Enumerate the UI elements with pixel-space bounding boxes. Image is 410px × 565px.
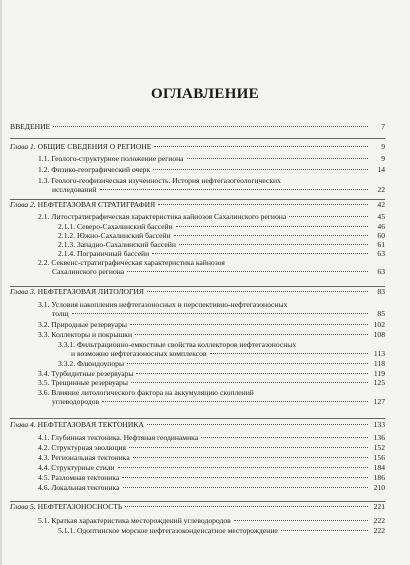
entry-label: 2.1.4. Пограничный бассейн: [58, 249, 150, 258]
entry-label: 4.3. Региональная тектоника: [38, 453, 130, 462]
section-divider: [10, 138, 385, 139]
toc-entry[interactable]: [38, 443, 385, 452]
page-edge-shadow: [0, 0, 2, 565]
toc-entry[interactable]: [38, 330, 385, 339]
entry-page: 222: [373, 516, 385, 525]
entry-label: 5.1. Краткая характеристика месторождений углеводородов: [38, 516, 231, 525]
leader-dots: [281, 530, 368, 531]
toc-chapter-1[interactable]: [10, 142, 385, 151]
entry-label: 4.1. Глубинная тектоника. Нефтяная геодинамика: [38, 433, 199, 442]
leader-dots: [201, 437, 368, 438]
toc-entry[interactable]: [38, 483, 385, 492]
entry-label: 3.3. Коллекторы и покрышки: [38, 330, 133, 339]
leader-dots: [147, 291, 368, 292]
leader-dots: [158, 204, 368, 205]
chapter-number: Глава 1.: [10, 142, 36, 151]
toc-entry[interactable]: [58, 526, 385, 535]
entry-label-line2: и возможно нефтегазоносных комплексов: [71, 349, 207, 358]
entry-page: 133: [373, 420, 385, 429]
entry-page: 118: [373, 359, 385, 368]
entry-label-line2: толщ: [52, 309, 69, 318]
section-divider: [10, 418, 385, 419]
leader-dots: [123, 487, 368, 488]
leader-dots: [131, 382, 368, 383]
leader-dots: [176, 226, 368, 227]
leader-dots: [100, 189, 368, 190]
entry-label: 2.1.2. Южно-Сахалинский бассейн: [58, 231, 171, 240]
chapter-label: ОБЩИЕ СВЕДЕНИЯ О РЕГИОНЕ: [37, 142, 152, 151]
entry-page: 42: [377, 200, 385, 209]
leader-dots: [133, 457, 368, 458]
entry-label: 2.1. Литостратиграфическая характеристика кайнозоя Сахалинского региона: [38, 212, 287, 221]
leader-dots: [136, 373, 368, 374]
chapter-number: Глава 5.: [10, 502, 36, 511]
page-title: ОГЛАВЛЕНИЕ: [151, 86, 259, 102]
chapter-label: НЕФТЕГАЗОНОСНОСТЬ: [37, 502, 123, 511]
leader-dots: [130, 324, 368, 325]
chapter-label: НЕФТЕГАЗОВАЯ ЛИТОЛОГИЯ: [37, 287, 144, 296]
toc-entry[interactable]: [71, 349, 385, 358]
entry-label: 3.3.2. Флюидоупоры: [58, 359, 125, 368]
chapter-number: Глава 2.: [10, 200, 36, 209]
entry-page: 221: [373, 502, 385, 511]
leader-dots: [147, 424, 368, 425]
entry-page: 113: [373, 349, 385, 358]
toc-entry[interactable]: [58, 231, 385, 240]
entry-page: 45: [377, 212, 385, 221]
entry-page: 85: [377, 309, 385, 318]
toc-entry[interactable]: [38, 212, 385, 221]
entry-label: 3.2. Природные резервуары: [38, 320, 128, 329]
toc-entry[interactable]: [52, 185, 385, 194]
entry-label: 2.1.3. Западно-Сахалинский бассейн: [58, 240, 176, 249]
leader-dots: [152, 253, 368, 254]
entry-page: 119: [373, 369, 385, 378]
toc-chapter-5[interactable]: [10, 502, 385, 511]
entry-page: 61: [377, 240, 385, 249]
toc-chapter-3[interactable]: [10, 287, 385, 296]
entry-label: 3.5. Трещинные резервуары: [38, 378, 128, 387]
toc-entry[interactable]: [38, 516, 385, 525]
leader-dots: [72, 313, 368, 314]
entry-label-line2: исследований: [52, 185, 97, 194]
entry-page: 222: [373, 526, 385, 535]
toc-entry-intro[interactable]: [10, 122, 385, 131]
toc-entry[interactable]: [38, 463, 385, 472]
toc-entry[interactable]: [52, 267, 385, 276]
leader-dots: [125, 506, 368, 507]
entry-label-line1: 1.3. Геолого-геофизическая изученность. История нефтегазогеологических: [38, 176, 281, 185]
toc-entry[interactable]: [38, 369, 385, 378]
entry-label: 4.2. Структурная эволюция: [38, 443, 126, 452]
toc-entry[interactable]: [38, 378, 385, 387]
leader-dots: [153, 169, 368, 170]
entry-label-line1: 2.2. Секвенс-стратиграфическая характеристика кайнозоя: [38, 258, 225, 267]
toc-entry[interactable]: [58, 359, 385, 368]
toc-entry[interactable]: [38, 473, 385, 482]
chapter-number: Глава 4.: [10, 420, 36, 429]
leader-dots: [289, 216, 368, 217]
leader-dots: [174, 235, 368, 236]
leader-dots: [122, 477, 368, 478]
entry-label: 2.1.1. Северо-Сахалинский бассейн: [58, 222, 173, 231]
toc-entry[interactable]: [58, 249, 385, 258]
entry-label: 5.1.1. Одоптинское морское нефтегазоконденсатное месторождение: [58, 526, 278, 535]
entry-page: 60: [377, 231, 385, 240]
entry-page: 9: [381, 142, 385, 151]
leader-dots: [129, 447, 368, 448]
toc-entry[interactable]: [58, 240, 385, 249]
leader-dots: [210, 353, 369, 354]
entry-page: 210: [373, 483, 385, 492]
toc-entry[interactable]: [38, 453, 385, 462]
entry-page: 136: [373, 433, 385, 442]
toc-entry[interactable]: [38, 433, 385, 442]
entry-label: 4.6. Локальная тектоника: [38, 483, 120, 492]
entry-label-line1: 3.6. Влияние литологического фактора на аккумуляцию скоплений: [38, 388, 254, 397]
toc-chapter-4[interactable]: [10, 420, 385, 429]
entry-label-line1: 3.1. Условия накопления нефтегазоносных и перспективно-нефтегазоносных: [38, 300, 288, 309]
toc-entry[interactable]: [38, 165, 385, 174]
leader-dots: [179, 244, 368, 245]
leader-dots: [234, 520, 368, 521]
entry-label: 1.1. Геолого-структурное положение региона: [38, 154, 184, 163]
leader-dots: [187, 158, 368, 159]
entry-page: 46: [377, 222, 385, 231]
entry-page: 127: [373, 397, 385, 406]
entry-label: 4.5. Разломная тектоника: [38, 473, 120, 482]
entry-page: 108: [373, 330, 385, 339]
entry-page: 63: [377, 267, 385, 276]
leader-dots: [127, 363, 368, 364]
toc-entry[interactable]: [58, 222, 385, 231]
toc-chapter-2[interactable]: [10, 200, 385, 209]
entry-page: 63: [377, 249, 385, 258]
leader-dots: [102, 401, 368, 402]
toc-entry[interactable]: [38, 154, 385, 163]
entry-page: 156: [373, 453, 385, 462]
entry-page: 125: [373, 378, 385, 387]
leader-dots: [154, 146, 368, 147]
leader-dots: [53, 126, 368, 127]
chapter-number: Глава 3.: [10, 287, 36, 296]
entry-label: 3.4. Турбидитные резервуары: [38, 369, 134, 378]
entry-page: 7: [381, 122, 385, 131]
entry-page: 22: [377, 185, 385, 194]
entry-page: 14: [377, 165, 385, 174]
entry-label-line2: углеводородов: [52, 397, 100, 406]
chapter-label: НЕФТЕГАЗОВАЯ СТРАТИГРАФИЯ: [37, 200, 156, 209]
entry-page: 102: [373, 320, 385, 329]
entry-label: ВВЕДЕНИЕ: [10, 122, 51, 131]
toc-entry[interactable]: [52, 309, 385, 318]
leader-dots: [135, 334, 368, 335]
entry-page: 152: [373, 443, 385, 452]
entry-label: 1.2. Физико-географический очерк: [38, 165, 151, 174]
entry-page: 186: [373, 473, 385, 482]
chapter-label: НЕФТЕГАЗОВАЯ ТЕКТОНИКА: [37, 420, 144, 429]
leader-dots: [118, 467, 368, 468]
entry-label: 4.4. Структурные стили: [38, 463, 115, 472]
toc-entry[interactable]: [52, 397, 385, 406]
leader-dots: [127, 271, 368, 272]
entry-page: 184: [373, 463, 385, 472]
toc-entry[interactable]: [38, 320, 385, 329]
entry-label-line2: Сахалинского региона: [52, 267, 125, 276]
entry-page: 9: [381, 154, 385, 163]
entry-label-line1: 3.3.1. Фильтрационно-емкостные свойства коллекторов нефтегазоносных: [58, 340, 297, 349]
entry-page: 83: [377, 287, 385, 296]
